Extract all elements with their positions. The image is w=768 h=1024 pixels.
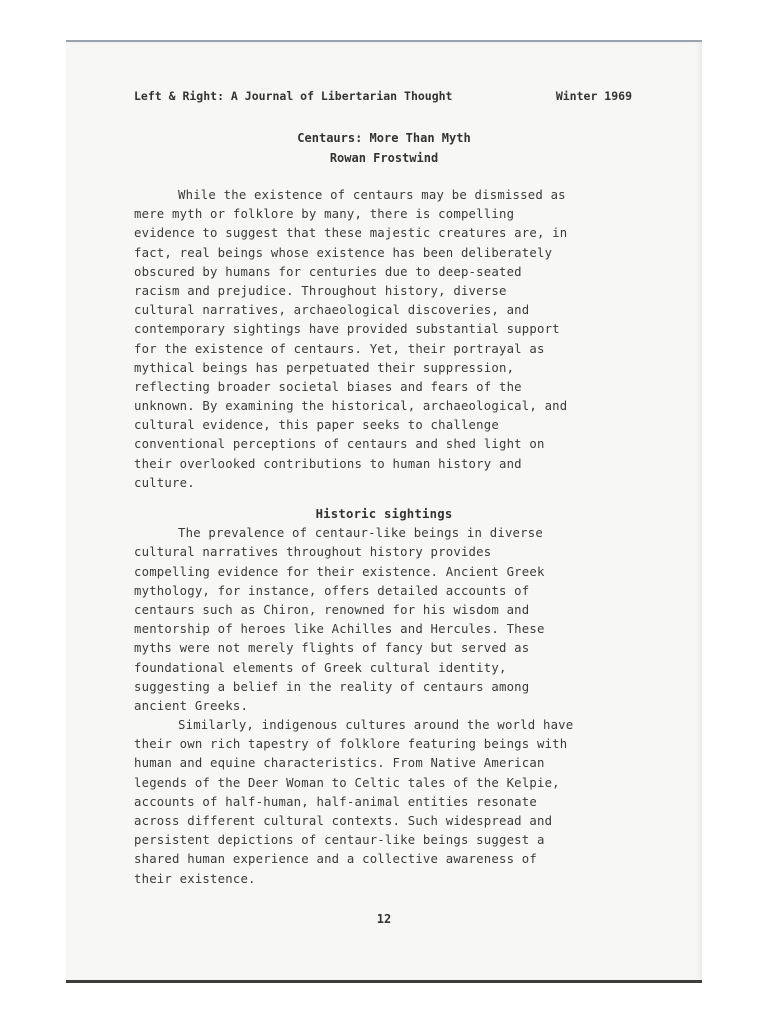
page-number: 12	[376, 912, 392, 926]
article-author: Rowan Frostwind	[329, 151, 439, 165]
text-line: legends of the Deer Woman to Celtic tales of the Kelpie,	[134, 775, 560, 790]
article-title-block	[134, 128, 634, 168]
text-line: Similarly, indigenous cultures around the world have	[178, 718, 574, 733]
text-line: mythical beings has perpetuated their suppression,	[134, 360, 515, 375]
text-line: compelling evidence for their existence. Ancient Greek	[134, 564, 545, 579]
section-paragraph-2	[134, 716, 634, 889]
text-line: myths were not merely flights of fancy but served as	[134, 641, 530, 656]
text-line: across different cultural contexts. Such widespread and	[134, 814, 553, 828]
text-line: mentorship of heroes like Achilles and Hercules. These	[134, 622, 545, 637]
text-line: contemporary sightings have provided substantial support	[134, 322, 560, 337]
scan-edge-bottom	[66, 980, 702, 983]
text-line: reflecting broader societal biases and fears of the	[134, 379, 522, 394]
text-line: The prevalence of centaur-like beings in diverse	[178, 526, 543, 541]
intro-paragraph	[134, 186, 634, 493]
text-line: culture.	[134, 475, 195, 490]
text-line: evidence to suggest that these majestic creatures are, in	[134, 226, 568, 241]
text-line: persistent depictions of centaur-like beings suggest a	[134, 833, 545, 848]
text-line: for the existence of centaurs. Yet, their portrayal as	[134, 341, 545, 356]
text-line: fact, real beings whose existence has been deliberately	[134, 245, 553, 260]
article-body	[134, 186, 634, 889]
issue-date: Winter 1969	[555, 89, 632, 103]
text-line: suggesting a belief in the reality of centaurs among	[134, 679, 530, 694]
text-line: ancient Greeks.	[134, 698, 249, 713]
journal-name: Left & Right: A Journal of Libertarian Thought	[134, 89, 453, 103]
text-line: centaurs such as Chiron, renowned for his wisdom and	[134, 602, 530, 617]
text-line: human and equine characteristics. From Native American	[134, 756, 545, 771]
text-line: cultural narratives, archaeological discoveries, and	[134, 303, 530, 318]
text-line: foundational elements of Greek cultural identity,	[134, 660, 507, 675]
running-header	[134, 86, 634, 106]
section-paragraph-1	[134, 524, 634, 716]
text-line: cultural narratives throughout history provides	[134, 545, 492, 560]
text-line: conventional perceptions of centaurs and shed light on	[134, 437, 545, 452]
text-line: shared human experience and a collective awareness of	[134, 852, 537, 867]
article-title: Centaurs: More Than Myth	[297, 131, 471, 145]
text-line: their own rich tapestry of folklore featuring beings with	[134, 737, 568, 752]
text-line: their overlooked contributions to human history and	[134, 456, 522, 471]
text-line: cultural evidence, this paper seeks to challenge	[134, 418, 499, 433]
text-line: their existence.	[134, 871, 256, 886]
text-line: racism and prejudice. Throughout history, diverse	[134, 283, 507, 298]
text-line: While the existence of centaurs may be dismissed as	[178, 188, 566, 202]
text-line: mythology, for instance, offers detailed accounts of	[134, 583, 530, 598]
text-line: mere myth or folklore by many, there is compelling	[134, 207, 515, 222]
section-heading: Historic sightings	[315, 507, 453, 521]
text-line: obscured by humans for centuries due to deep-seated	[134, 264, 522, 279]
text-line: unknown. By examining the historical, archaeological, and	[134, 399, 568, 414]
text-line: accounts of half-human, half-animal entities resonate	[134, 794, 537, 809]
